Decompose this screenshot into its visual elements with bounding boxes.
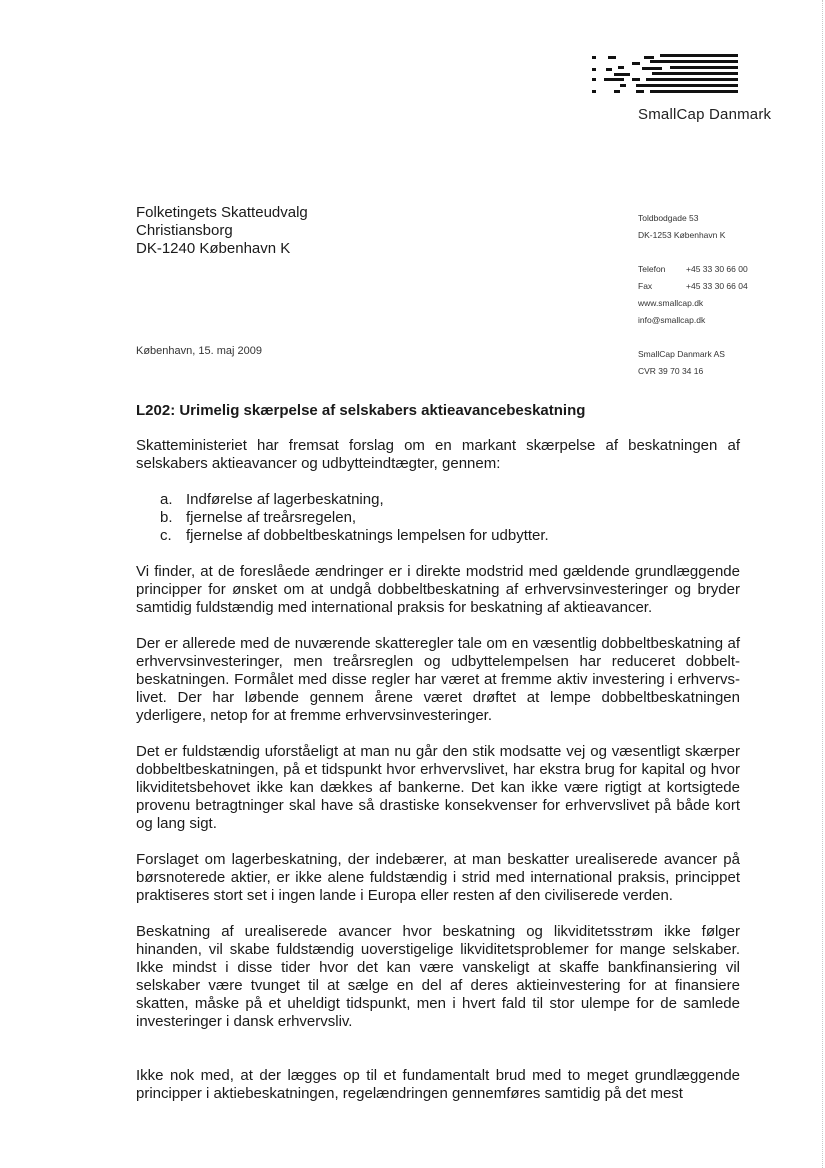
sender-cvr: CVR 39 70 34 16 — [638, 366, 704, 376]
list-item-text: fjernelse af treårsregelen, — [186, 509, 357, 526]
letter-body — [136, 437, 740, 1121]
sender-phone — [638, 261, 748, 278]
body-paragraph: Beskatning af urealiserede avancer hvor beskatning og likviditetsstrøm ikke følger hinanden, vil skabe fuldstændig uoverstigelige likviditetsproblemer for mange selskaber. Ikke mindst i disse tider hvor det kan være vanskeligt at skaffe bankfinansiering vil selskaber være tvunget til at sælge en del af deres aktieinvestering for at finansiere skatten, måske på et uheldigt tidspunkt, men i hvert fald til stor ulempe for de samlede investeringer i dansk erhvervsliv. — [136, 923, 740, 1030]
sender-email: info@smallcap.dk — [638, 315, 706, 325]
smallcap-logo-icon — [592, 54, 742, 98]
list-marker: b. — [160, 509, 173, 526]
body-paragraph: Vi finder, at de foreslåede ændringer er i direkte modstrid med gældende grundlæggende principper for ønsket om at undgå dobbeltbeskatning af erhvervsinvesteringer og bryder samtidig fuldstændig med international praksis for beskatning af aktieavancer. — [136, 563, 740, 616]
brand-name: SmallCap Danmark — [638, 106, 772, 123]
list-item-text: fjernelse af dobbeltbeskatnings lempelsen for udbytter. — [186, 527, 549, 544]
body-paragraph: Der er allerede med de nuværende skatteregler tale om en væsentlig dobbeltbeskatning af erhvervsinvesteringer, men treårsreglen og udbyttelempelsen har reduceret dobbelt-beskatningen. Formålet med disse regler har været at fremme aktiv investering i erhvervs-livet. Der har løbende gennem årene været drøftet at lempe dobbeltbeskatningen yderligere, netop for at fremme erhvervsinvesteringer. — [136, 635, 740, 724]
proposal-list — [136, 491, 740, 545]
list-item — [136, 527, 740, 545]
sender-details — [638, 210, 748, 380]
letter-date: København, 15. maj 2009 — [136, 345, 262, 357]
intro-paragraph: Skatteministeriet har fremsat forslag om en markant skærpelse af beskatningen af selskabers aktieavancer og udbytteindtægter, gennem: — [136, 437, 740, 472]
list-item — [136, 509, 740, 527]
fax-value: +45 33 30 66 04 — [686, 281, 748, 291]
body-paragraph: Det er fuldstændig uforståeligt at man nu går den stik modsatte vej og væsentligt skærper dobbeltbeskatningen, på et tidspunkt hvor erhvervslivet, har ekstra brug for kapital og hvor likviditetsbehovet ikke kan dækkes af bankerne. Det kan ikke være rigtigt at kortsigtede provenu betragtninger skal have så drastiske konsekvenser for erhvervslivet på både kort og lang sigt. — [136, 743, 740, 832]
sender-company: SmallCap Danmark AS — [638, 349, 725, 359]
recipient-line: Folketingets Skatteudvalg — [136, 204, 308, 221]
list-marker: a. — [160, 491, 173, 508]
final-paragraph: Ikke nok med, at der lægges op til et fundamentalt brud med to meget grundlæggende principper i aktiebeskatningen, regelændringen gennemføres samtidig på det mest — [136, 1067, 740, 1102]
letter-title: L202: Urimelig skærpelse af selskabers aktieavancebeskatning — [136, 402, 586, 419]
phone-value: +45 33 30 66 00 — [686, 264, 748, 274]
recipient-address — [136, 204, 308, 258]
list-item-text: Indførelse af lagerbeskatning, — [186, 491, 384, 508]
fax-label: Fax — [638, 281, 653, 291]
sender-address-line: Toldbodgade 53 — [638, 213, 699, 223]
recipient-line: Christiansborg — [136, 222, 233, 239]
phone-label: Telefon — [638, 264, 666, 274]
body-paragraph: Forslaget om lagerbeskatning, der indebærer, at man beskatter urealiserede avancer på børsnoterede aktier, er ikke alene fuldstændig i strid med international praksis, princippet praktiseres stort set i ingen lande i Europa eller resten af den civiliserede verden. — [136, 851, 740, 904]
list-marker: c. — [160, 527, 172, 544]
recipient-line: DK-1240 København K — [136, 240, 291, 257]
scan-edge — [821, 0, 823, 1168]
list-item — [136, 491, 740, 509]
sender-address-line: DK-1253 København K — [638, 230, 726, 240]
sender-fax — [638, 278, 748, 295]
sender-web: www.smallcap.dk — [638, 298, 704, 308]
